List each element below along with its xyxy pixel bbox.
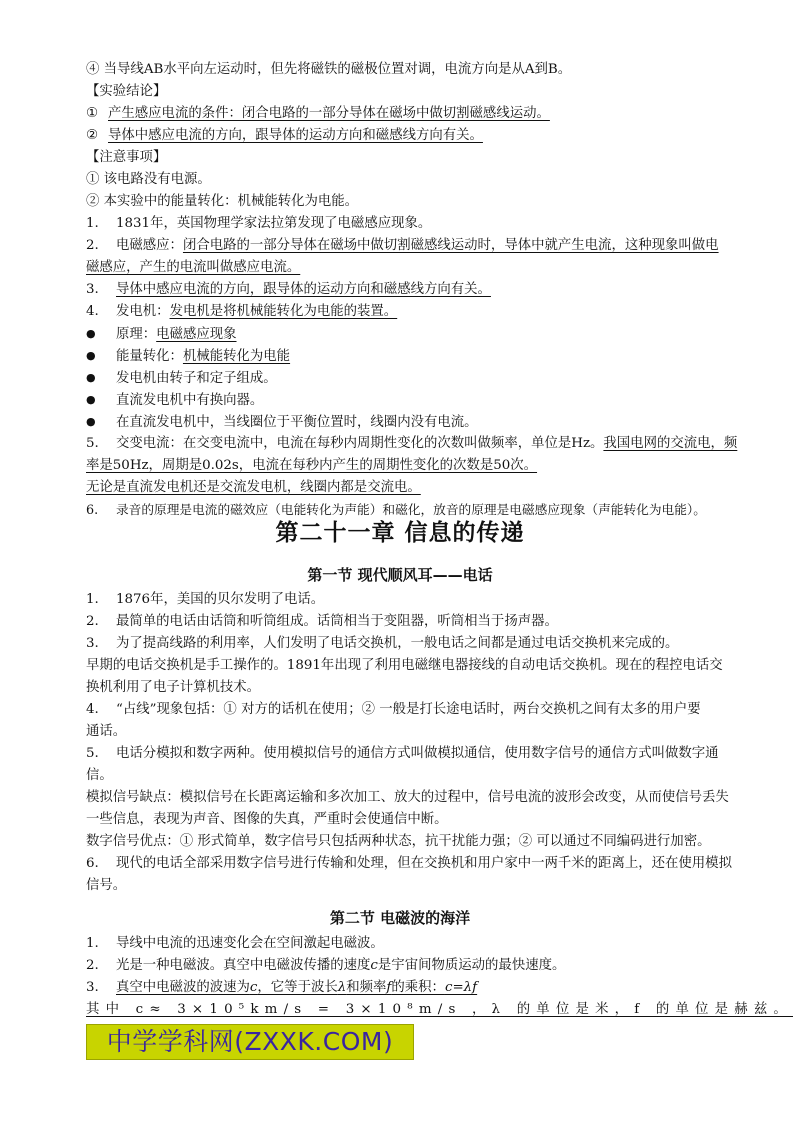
text: 原理：: [116, 327, 157, 342]
underlined-text: 其中 c≈ 3×10⁵km/s = 3×10⁸m/s ，λ 的单位是米，f 的单位是赫兹。: [86, 1002, 793, 1017]
text: 电磁感应：: [116, 238, 183, 253]
text: 和频率: [346, 980, 387, 995]
text-line: [86, 977, 746, 999]
text-line: [86, 589, 746, 611]
text: 在直流发电机中，当线圈位于平衡位置时，线圈内没有电流。: [116, 415, 478, 430]
item-number: 5.: [86, 436, 99, 451]
bullet-item: [86, 323, 746, 346]
bullet-icon: ●: [86, 371, 96, 384]
underlined-text: 导体中感应电流的方向，跟导体的运动方向和磁感线方向有关。: [108, 128, 483, 143]
text-line: [86, 169, 746, 191]
heading-experiment-conclusion: [86, 81, 746, 103]
item-number: 3.: [86, 282, 99, 297]
item-number: 3.: [86, 636, 99, 651]
underlined-text: 导体中感应电流的方向，跟导体的运动方向和磁感线方向有关。: [116, 282, 491, 297]
item-number: 4.: [86, 304, 99, 319]
text: 是宇宙间物质运动的最快速度。: [377, 958, 566, 973]
text-line: [86, 875, 746, 897]
text-line: [86, 655, 746, 677]
underlined-text: 产生感应电流的条件：闭合电路的一部分导体在磁场中做切割磁感线运动。: [108, 106, 550, 121]
text-line: [86, 831, 746, 853]
text: 数字信号优点：① 形式简单，数字信号只包括两种状态，抗干扰能力强；② 可以通过不同编码进行加密。: [86, 834, 711, 849]
bullet-item: [86, 367, 746, 390]
item-number: 1.: [86, 216, 99, 231]
variable-c: c: [370, 958, 378, 973]
underlined-text: 电磁感应现象: [156, 327, 237, 342]
text: 电话分模拟和数字两种。使用模拟信号的通信方式叫做模拟通信，使用数字信号的通信方式叫做数字通: [116, 746, 719, 761]
text: 【注意事项】: [86, 150, 167, 165]
variable-f: f: [386, 980, 392, 995]
text: 通话。: [86, 724, 127, 739]
variable-lambda: λ: [337, 980, 347, 995]
text-line: [86, 191, 746, 213]
text: 能量转化：: [116, 349, 183, 364]
text: 信号。: [86, 878, 127, 893]
text-line: [86, 933, 746, 955]
text: 为了提高线路的利用率，人们发明了电话交换机，一般电话之间都是通过电话交换机来完成的。: [116, 636, 679, 651]
underlined-formula-text: [116, 980, 477, 995]
bullet-icon: ●: [86, 393, 96, 406]
text-line: [86, 433, 746, 455]
underlined-text: 机械能转化为电能: [182, 349, 291, 364]
text-line: [86, 721, 746, 743]
item-number: ②: [86, 128, 99, 143]
text-line: [86, 125, 746, 147]
text-line: [86, 765, 746, 787]
formula: c=λf: [444, 980, 478, 995]
text: 最简单的电话由话筒和听筒组成。话筒相当于变阻器，听筒相当于扬声器。: [116, 614, 558, 629]
bullet-item: [86, 345, 746, 368]
underlined-text: 率是50Hz，周期是0.02s，电流在每秒内产生的周期性变化的次数是50次。: [86, 458, 538, 473]
item-number: 3.: [86, 980, 99, 995]
underlined-text: 无论是直流发电机还是交流发电机，线圈内都是交流电。: [86, 480, 421, 495]
text: ，它等于波长: [257, 980, 338, 995]
text-line: [86, 809, 746, 831]
variable-c: c: [249, 980, 258, 995]
text-line: [86, 477, 746, 499]
text-line: [86, 59, 746, 81]
text: 1876年，美国的贝尔发明了电话。: [116, 592, 325, 607]
text: ④ 当导线AB水平向左运动时，但先将磁铁的磁极位置对调，电流方向是从A到B。: [86, 62, 572, 77]
text: 发电机由转子和定子组成。: [116, 371, 277, 386]
text: 真空中电磁波的波速为: [116, 980, 250, 995]
text-line: [86, 787, 746, 809]
text: 一些信息，表现为声音、图像的失真，严重时会使通信中断。: [86, 812, 448, 827]
text: 交变电流：在交变电流中，电流在每秒内周期性变化的次数叫做频率，单位是Hz。: [116, 436, 604, 451]
section-title: 第一节 现代顺风耳——电话: [307, 566, 493, 584]
item-number: ①: [86, 106, 99, 121]
text: 录音的原理是电流的磁效应（电能转化为声能）和磁化，放音的原理是电磁感应现象（声能转化为电能）。: [116, 502, 706, 517]
underlined-text: 闭合电路的一部分导体在磁场中做切割磁感线运动时，导体中就产生电流，这种现象叫做电: [182, 238, 719, 253]
text-line: [86, 611, 746, 633]
item-number: 2.: [86, 238, 99, 253]
text: 【实验结论】: [86, 84, 167, 99]
text: 早期的电话交换机是手工操作的。1891年出现了利用电磁继电器接线的自动电话交换机。现在的程控电话交: [86, 658, 723, 673]
text-line: [86, 455, 746, 477]
text: 发电机：: [116, 304, 170, 319]
underlined-text: 发电机是将机械能转化为电能的装置。: [169, 304, 398, 319]
section-title: 第二节 电磁波的海洋: [329, 909, 471, 927]
underlined-text: 磁感应，产生的电流叫做感应电流。: [86, 260, 301, 275]
text-line: [86, 853, 746, 875]
bullet-icon: ●: [86, 415, 96, 428]
text-line: [86, 235, 746, 257]
text: “占线”现象包括：① 对方的话机在使用；② 一般是打长途电话时，两台交换机之间有太多的用户要: [116, 702, 701, 717]
text-line: [86, 213, 746, 235]
underlined-text: 我国电网的交流电，频: [603, 436, 738, 451]
item-number: 6.: [86, 502, 99, 517]
text-line: [86, 301, 746, 323]
text: 换机利用了电子计算机技术。: [86, 680, 261, 695]
bullet-icon: ●: [86, 327, 96, 340]
text: ① 该电路没有电源。: [86, 172, 211, 187]
text: 光是一种电磁波。真空中电磁波传播的速度: [116, 958, 371, 973]
heading-notes: [86, 147, 746, 169]
item-number: 2.: [86, 614, 99, 629]
bullet-icon: ●: [86, 349, 96, 362]
text-line: [86, 633, 746, 655]
text: 1831年，英国物理学家法拉第发现了电磁感应现象。: [116, 216, 432, 231]
text-line: [86, 955, 746, 977]
bullet-item: [86, 389, 746, 412]
text: 现代的电话全部采用数字信号进行传输和处理，但在交换机和用户家中一两千米的距离上，还在使用模拟: [116, 856, 732, 871]
bullet-item: [86, 411, 746, 434]
text: 的乘积：: [391, 980, 445, 995]
text-line: [86, 699, 746, 721]
item-number: 6.: [86, 856, 99, 871]
text-line: [86, 677, 746, 699]
site-logo: 中学学科网(ZXXK.COM): [86, 1024, 414, 1060]
text: 导线中电流的迅速变化会在空间激起电磁波。: [116, 936, 384, 951]
text: 信。: [86, 768, 113, 783]
text-line: [86, 279, 746, 301]
text: ② 本实验中的能量转化：机械能转化为电能。: [86, 194, 359, 209]
text: 模拟信号缺点：模拟信号在长距离运输和多次加工、放大的过程中，信号电流的波形会改变，从而使信号丢失: [86, 790, 729, 805]
item-number: 1.: [86, 936, 99, 951]
text-line: [86, 103, 746, 125]
item-number: 5.: [86, 746, 99, 761]
item-number: 4.: [86, 702, 99, 717]
chapter-title: 第二十一章 信息的传递: [275, 520, 525, 546]
item-number: 1.: [86, 592, 99, 607]
text: 直流发电机中有换向器。: [116, 393, 264, 408]
text-line: [86, 999, 793, 1021]
item-number: 2.: [86, 958, 99, 973]
text-line: [86, 743, 746, 765]
text-line: [86, 257, 746, 279]
